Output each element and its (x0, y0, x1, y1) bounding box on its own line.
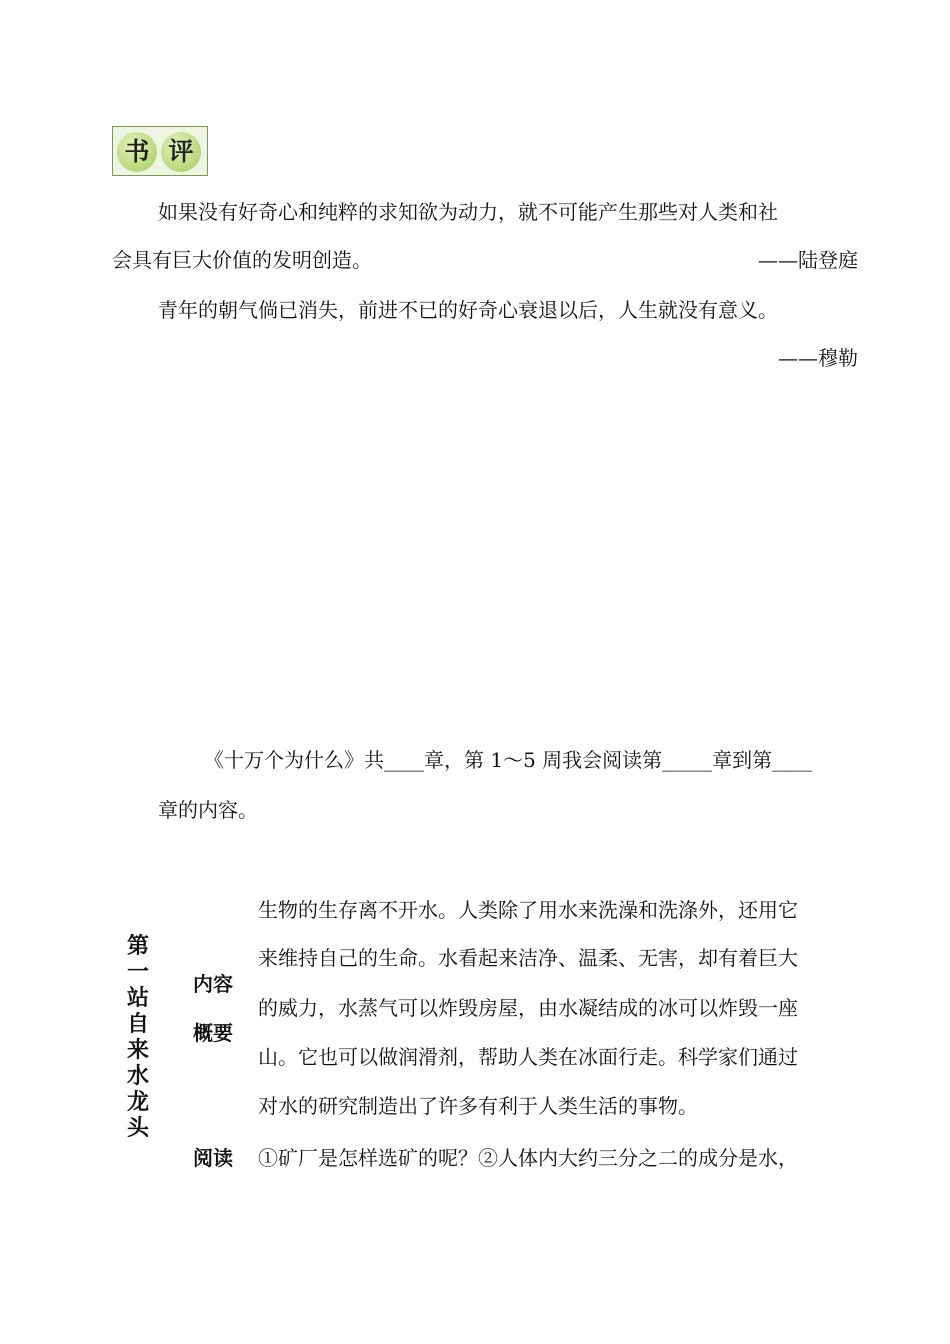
reading-plan-line-2: 章的内容。 (158, 798, 258, 822)
summary-line-5: 对水的研究制造出了许多有利于人类生活的事物。 (258, 1094, 698, 1118)
summary-line-1: 生物的生存离不开水。人类除了用水来洗澡和洗涤外，还用它 (258, 898, 798, 922)
badge-char-review: 评 (161, 132, 201, 172)
station-title: 第一站 自来水龙头 (126, 934, 149, 1141)
reading-label: 阅读 (193, 1146, 233, 1170)
book-review-badge (112, 126, 208, 176)
quote-1-line-1: 如果没有好奇心和纯粹的求知欲为动力，就不可能产生那些对人类和社 (158, 200, 778, 224)
quote-1-line-2: 会具有巨大价值的发明创造。 (112, 248, 372, 272)
reading-plan-line-1: 《十万个为什么》共____章，第 1～5 周我会阅读第_____章到第____ (204, 748, 813, 772)
summary-label-2: 概要 (193, 1021, 233, 1045)
badge-char-book: 书 (117, 132, 157, 172)
quote-2-line-1: 青年的朝气倘已消失，前进不已的好奇心衰退以后，人生就没有意义。 (158, 298, 778, 322)
summary-line-3: 的威力，水蒸气可以炸毁房屋，由水凝结成的冰可以炸毁一座 (258, 996, 798, 1020)
summary-line-4: 山。它也可以做润滑剂，帮助人类在冰面行走。科学家们通过 (258, 1045, 798, 1069)
summary-label-1: 内容 (193, 972, 233, 996)
reading-line-1: ①矿厂是怎样选矿的呢？②人体内大约三分之二的成分是水， (258, 1146, 798, 1170)
quote-1-author: ——陆登庭 (758, 248, 858, 272)
quote-2-author: ——穆勒 (778, 346, 858, 370)
summary-line-2: 来维持自己的生命。水看起来洁净、温柔、无害，却有着巨大 (258, 946, 798, 970)
